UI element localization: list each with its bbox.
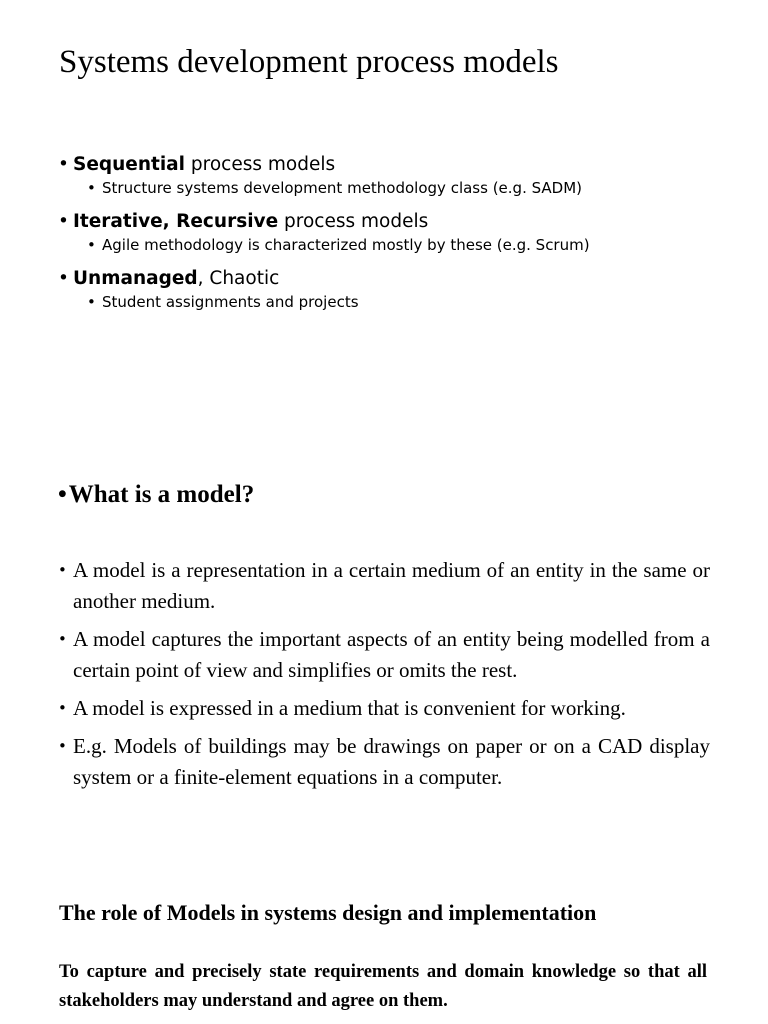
list-item: • A model is a representation in a certain medium of an entity in the same or another medium. (58, 555, 710, 617)
list-item: • E.g. Models of buildings may be drawings on paper or on a CAD display system or a finite-element equations in a computer. (58, 731, 710, 793)
item-bold-label: Iterative, Recursive (73, 211, 279, 232)
item-label: process models (185, 154, 336, 175)
item-bold-label: Unmanaged (73, 268, 198, 289)
list-item-unmanaged (58, 266, 718, 291)
heading-bullet: • (58, 481, 67, 508)
item-label: , Chaotic (197, 268, 280, 289)
model-question-heading (58, 481, 254, 509)
item-label: process models (278, 211, 429, 232)
model-definition-list (58, 555, 710, 800)
process-models-list (58, 152, 718, 323)
role-of-models-body: To capture and precisely state requirements and domain knowledge so that all stakeholders may understand and agree on them. (59, 962, 707, 1011)
list-item: • A model is expressed in a medium that is convenient for working. (58, 693, 710, 724)
page-title: Systems development process models (59, 44, 559, 80)
list-item: • A model captures the important aspects of an entity being modelled from a certain point of view and simplifies or omits the rest. (58, 624, 710, 686)
heading-text: What is a model? (68, 481, 255, 508)
sub-item-iterative: • Agile methodology is characterized mostly by these (e.g. Scrum) (87, 234, 718, 256)
sub-item-sequential: • Structure systems development methodology class (e.g. SADM) (87, 177, 718, 199)
item-bold-label: Sequential (73, 154, 186, 175)
list-item-sequential (58, 152, 718, 177)
list-item-iterative (58, 209, 718, 234)
sub-item-unmanaged: • Student assignments and projects (87, 291, 718, 313)
role-of-models-heading: The role of Models in systems design and implementation (59, 900, 597, 925)
